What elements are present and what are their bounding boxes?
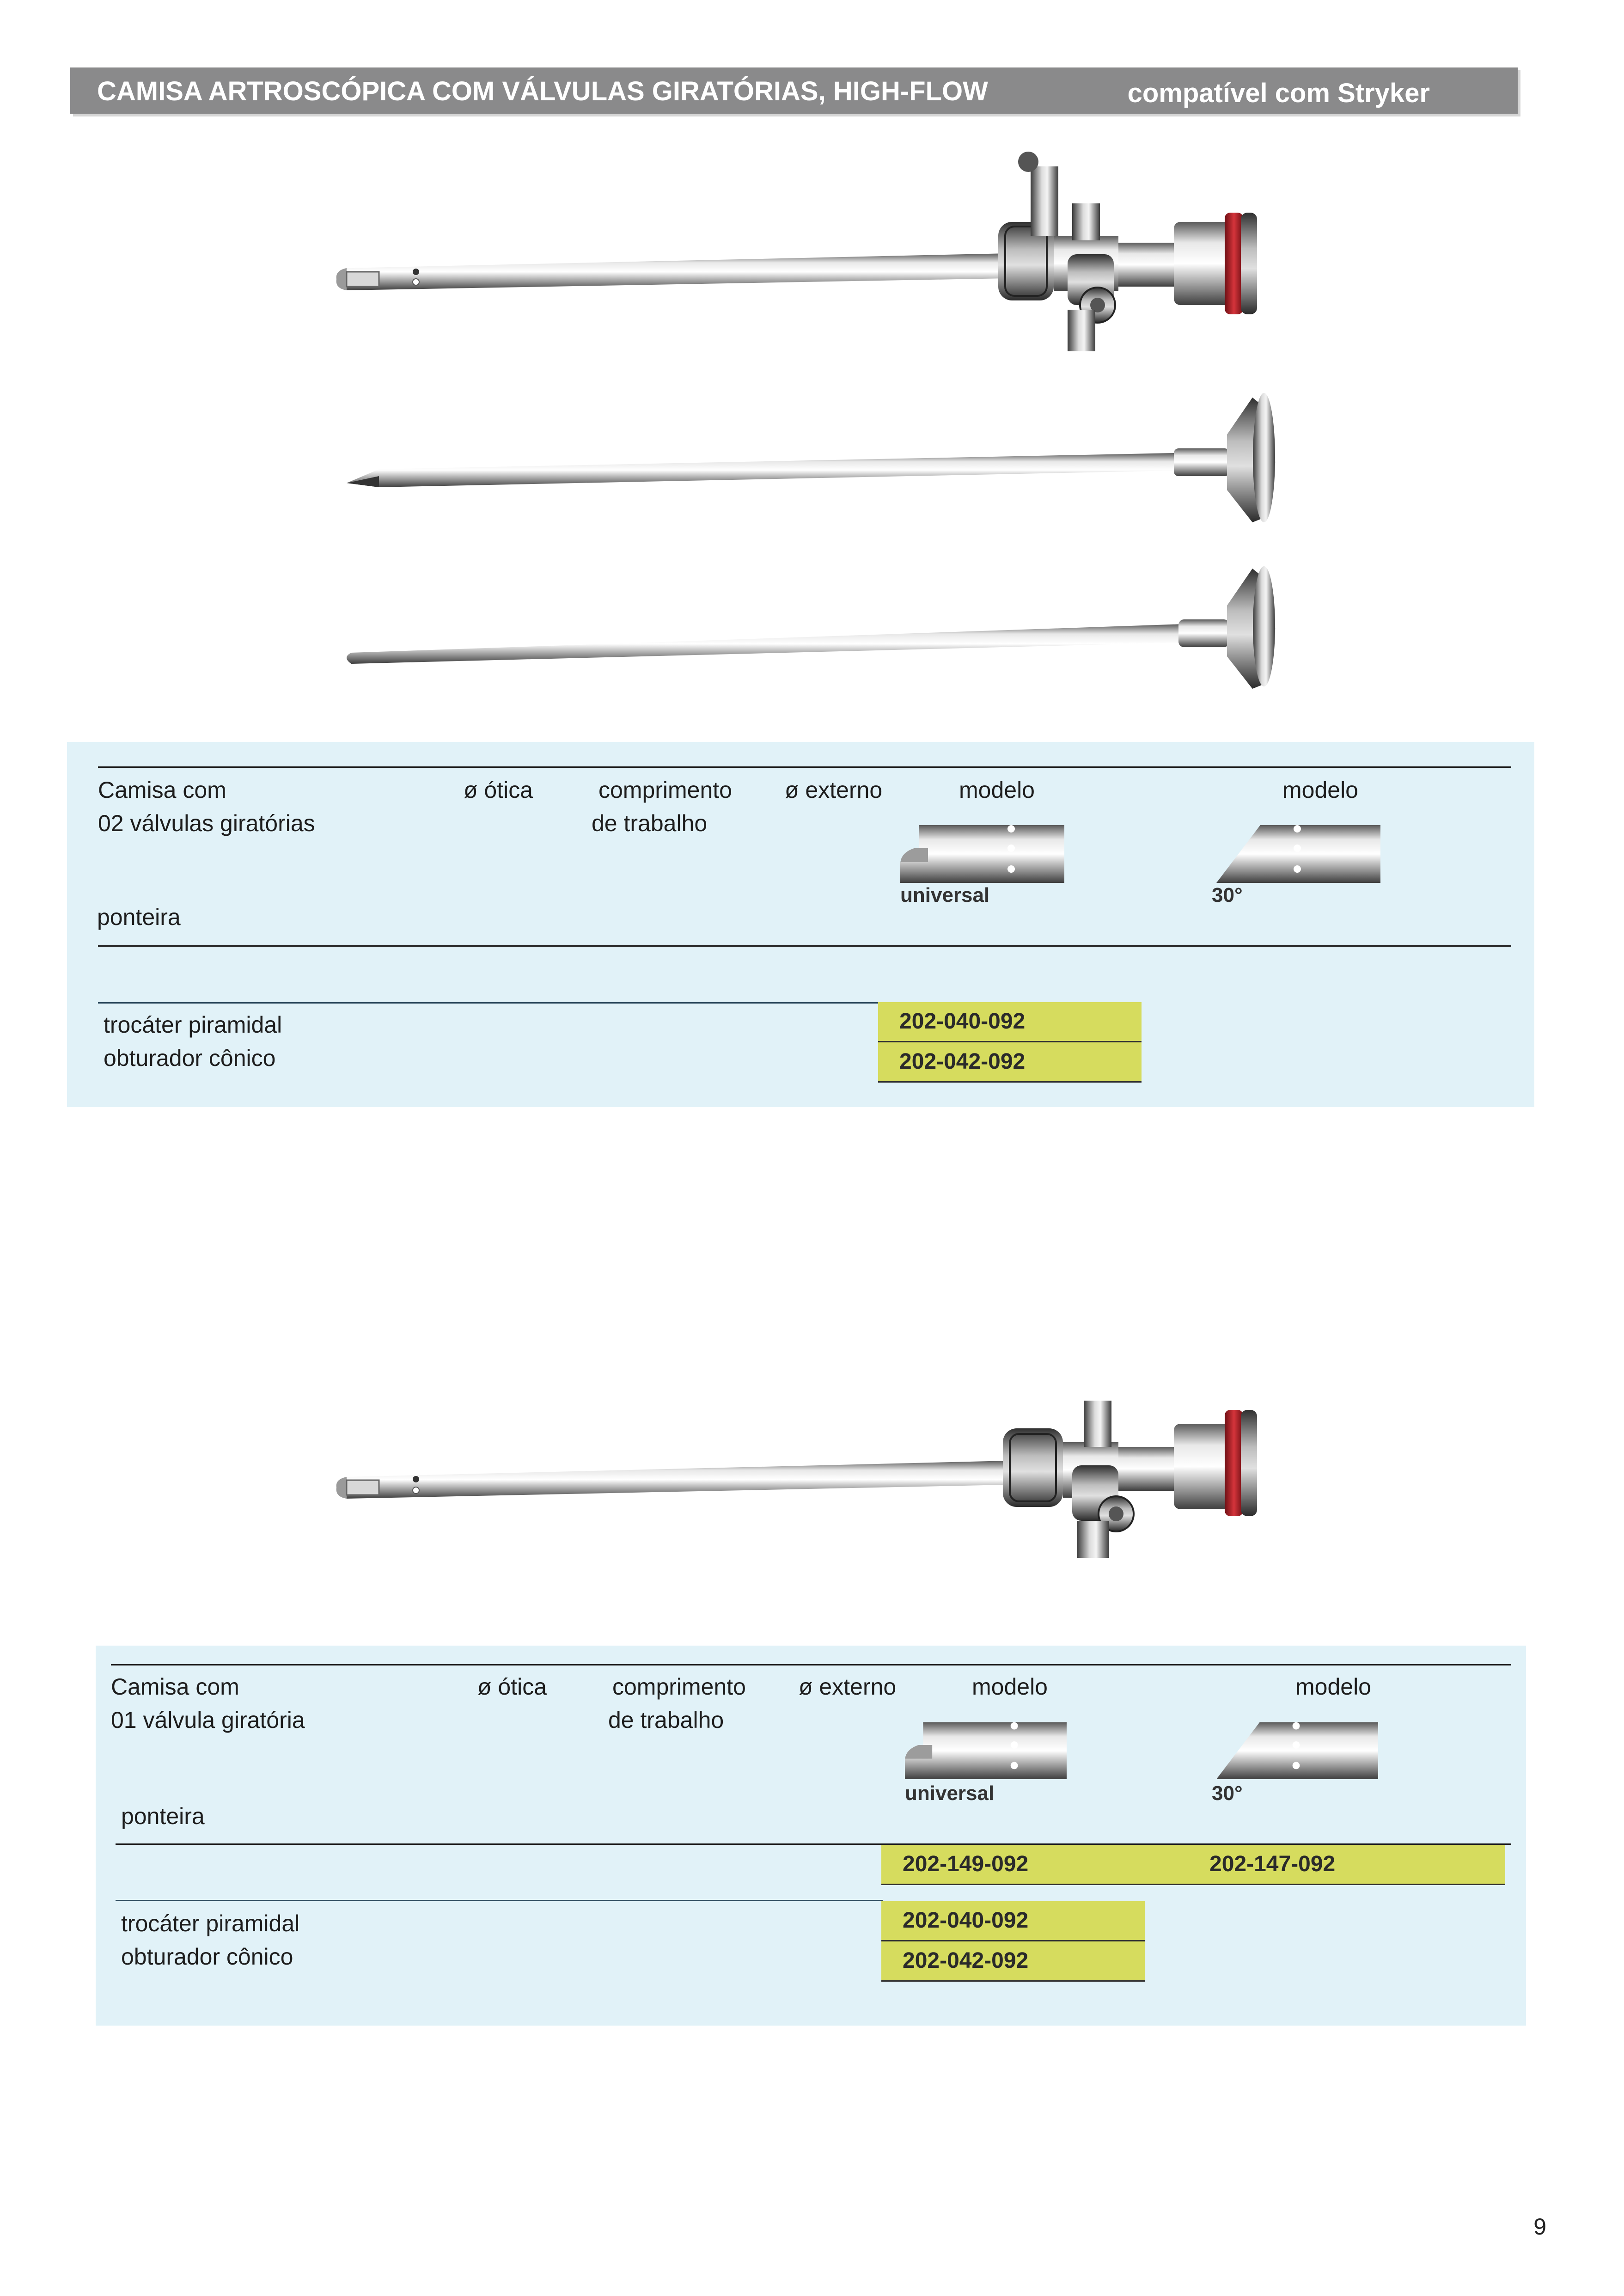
table1-acc-rule: [98, 1002, 879, 1004]
table2-acc-obturador: obturador cônico: [121, 1944, 293, 1970]
table2-code-trocater: 202-040-092: [881, 1901, 1145, 1940]
table2-col-modelo-a: modelo: [972, 1674, 1048, 1700]
table2-code-model-a: 202-149-092: [881, 1845, 1182, 1884]
table1-col-modelo-a: modelo: [959, 777, 1035, 803]
table2-code-obturador: 202-042-092: [881, 1941, 1145, 1980]
table1-tip-b-label: 30°: [1212, 884, 1243, 906]
table1-ponteira-rule: [98, 945, 1511, 947]
table1-code-trocater: 202-040-092: [878, 1002, 1142, 1041]
sheath-2-valves-image: [333, 143, 1340, 365]
table1-col-comprimento-sub: de trabalho: [592, 810, 708, 836]
table2-col-otica: ø ótica: [477, 1674, 547, 1700]
table1-col-externo: ø externo: [785, 777, 883, 803]
table1-code-bottom: [878, 1081, 1142, 1083]
table1-tip-a-label: universal: [900, 884, 990, 906]
table2-tip-a-label: universal: [905, 1782, 995, 1805]
table2-tip-b-label: 30°: [1212, 1782, 1243, 1805]
header-bar: [70, 67, 1518, 114]
table2-top-rule: [111, 1664, 1511, 1665]
table1-acc-trocater: trocáter piramidal: [104, 1012, 282, 1038]
30-degree-tip-icon: [1216, 816, 1380, 883]
table1-row-ponteira: ponteira: [97, 904, 181, 930]
header-title: CAMISA ARTROSCÓPICA COM VÁLVULAS GIRATÓRIAS, HIGH-FLOW: [97, 76, 988, 106]
table2-col-modelo-b: modelo: [1295, 1674, 1371, 1700]
conical-obturator-image: [333, 550, 1340, 703]
table2-col-comprimento: comprimento: [612, 1674, 746, 1700]
table2-row-ponteira: ponteira: [121, 1803, 205, 1829]
table2-col-externo: ø externo: [799, 1674, 897, 1700]
table2-code-bottom: [881, 1980, 1145, 1982]
table1-top-rule: [98, 766, 1511, 768]
table2-acc-rule: [116, 1900, 883, 1901]
table2-col-camisa: Camisa com: [111, 1674, 239, 1700]
header-compat: compatível com Stryker: [1127, 78, 1430, 108]
table1-col-camisa-sub: 02 válvulas giratórias: [98, 810, 315, 836]
sheath-1-valve-image: [333, 1382, 1340, 1576]
universal-tip-icon: [905, 1713, 1067, 1780]
30-degree-tip-icon: [1216, 1713, 1378, 1780]
table1-acc-obturador: obturador cônico: [104, 1045, 276, 1071]
table1-col-modelo-b: modelo: [1282, 777, 1358, 803]
table2-acc-trocater: trocáter piramidal: [121, 1910, 300, 1936]
table2-code-model-b: 202-147-092: [1182, 1845, 1505, 1884]
pyramidal-trocar-image: [333, 379, 1340, 527]
table1-col-otica: ø ótica: [464, 777, 533, 803]
table2-panel: [96, 1646, 1526, 2026]
table1-col-comprimento: comprimento: [598, 777, 732, 803]
page-number: 9: [1533, 2214, 1546, 2240]
table2-col-comprimento-sub: de trabalho: [608, 1707, 724, 1733]
table2-code-row-bottom: [881, 1884, 1505, 1885]
table1-col-camisa: Camisa com: [98, 777, 226, 803]
universal-tip-icon: [900, 816, 1064, 883]
table2-col-camisa-sub: 01 válvula giratória: [111, 1707, 305, 1733]
table1-code-obturador: 202-042-092: [878, 1042, 1142, 1081]
